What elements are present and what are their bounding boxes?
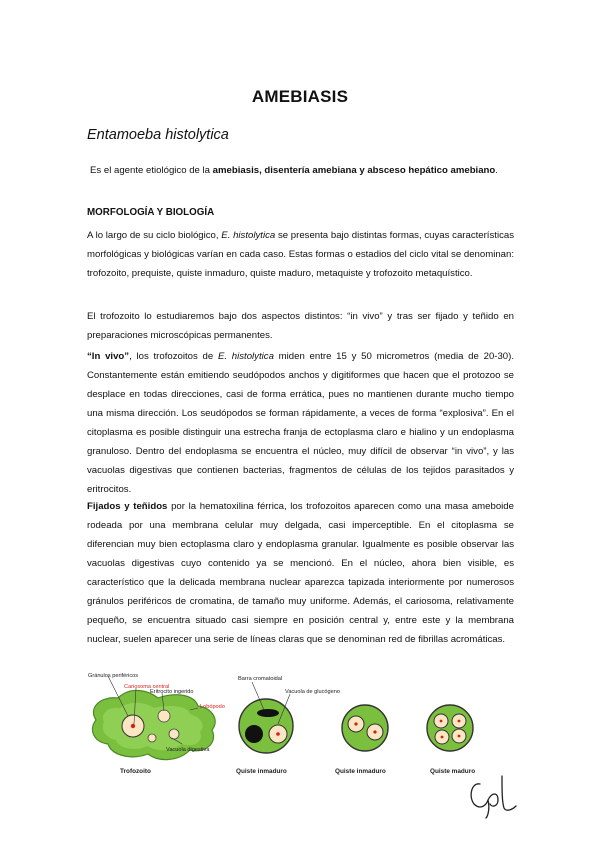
caption-quiste-inmaduro-1: Quiste inmaduro bbox=[236, 768, 287, 775]
cariosoma-quiste bbox=[276, 732, 280, 736]
intro-bold: amebiasis, disentería amebiana y absceso hepático amebiano bbox=[212, 165, 496, 176]
p1-italic: E. histolytica bbox=[221, 230, 276, 241]
intro-paragraph bbox=[90, 165, 520, 176]
quiste-inmaduro-1 bbox=[236, 676, 340, 775]
label-barra: Barra cromatoidal bbox=[238, 676, 283, 682]
paragraph-2: El trofozoito lo estudiaremos bajo dos aspectos distintos: “in vivo” y tras ser fijado y teñido en preparaciones microscópicas permanentes. bbox=[87, 311, 514, 341]
quiste-maduro bbox=[427, 705, 475, 775]
cariosoma-1 bbox=[440, 720, 443, 723]
label-granulos: Gránulos periféricos bbox=[88, 673, 139, 679]
vacuola-glucogeno-dark bbox=[245, 725, 263, 743]
section-heading: MORFOLOGÍA Y BIOLOGÍA bbox=[87, 207, 215, 218]
label-lobopodo: Lobópodo bbox=[200, 704, 225, 710]
label-eritrocito: Eritrocito ingerido bbox=[150, 689, 194, 695]
label-vacuola-digestiva: Vacuola digestiva bbox=[166, 747, 210, 753]
caption-quiste-inmaduro-2: Quiste inmaduro bbox=[335, 768, 386, 775]
intro-pre: Es el agente etiológico de la bbox=[90, 165, 213, 176]
amoeba-stages-figure bbox=[78, 668, 508, 783]
label-vacuola-glucogeno: Vacuola de glucógeno bbox=[285, 689, 340, 695]
barra-cromatoidal bbox=[257, 709, 279, 717]
p1-text-a: A lo largo de su ciclo biológico, bbox=[87, 230, 222, 241]
p3-text-a: , los trofozoitos de bbox=[129, 351, 218, 362]
page-title: AMEBIASIS bbox=[251, 87, 349, 106]
handwritten-signature bbox=[464, 770, 522, 820]
paragraph-4 bbox=[87, 497, 514, 649]
cariosoma-a bbox=[354, 722, 357, 725]
p4-text-a: por la hematoxilina férrica, los trofozoitos aparecen como una masa ameboide rodeada por una membrana celular muy delgada, casi imperceptible. En el citoplasma se diferencian muy bien ectoplasma claro y endoplasma granular. Igualmente es posible observar las vacuolas digestivas cuyo contenido ya se mencionó. En el núcleo, ahora bien visible, es característico que la delicada membrana nuclear aparezca tapizada interiormente por numerosos gránulos periféricos de cromatina, de tamaño muy uniforme. Además, el cariosoma, relativamente pequeño, se encuentra situado casi siempre en posición central y, entre este y la membrana nuclear, suelen aparecer una serie de líneas claras que se denominan red de fibrillas acromáticas. bbox=[87, 501, 514, 645]
vacuola-2 bbox=[148, 734, 156, 742]
paragraph-3 bbox=[87, 347, 514, 499]
eritrocito bbox=[158, 710, 170, 722]
caption-trofozoito: Trofozoito bbox=[120, 768, 151, 775]
caption-quiste-maduro: Quiste maduro bbox=[430, 768, 476, 775]
cariosoma-b bbox=[373, 730, 376, 733]
p4-bold: Fijados y teñidos bbox=[87, 501, 168, 512]
p3-italic: E. histolytica bbox=[217, 351, 274, 362]
cariosoma-4 bbox=[458, 735, 461, 738]
cyst-wall-3 bbox=[427, 705, 473, 751]
cariosoma-2 bbox=[458, 720, 461, 723]
quiste-inmaduro-2 bbox=[335, 705, 388, 775]
intro-post: . bbox=[495, 165, 498, 176]
label-cariosoma: Cariosoma central bbox=[124, 684, 170, 690]
p3-text-b: miden entre 15 y 50 micrometros (media de 20-30). Constantemente están emitiendo seudópodos anchos y digitiformes que hacen que el protozoo se desplace en todas direcciones, casi de forma errática, pues no mantienen durante mucho tiempo una misma dirección. Los seudópodos se forman rápidamente, a veces de forma “explosiva”. En el citoplasma es posible distinguir una estrecha franja de ectoplasma claro e hialino y un endoplasma granuloso. Dentro del endoplasma se encuentra el núcleo, muy difícil de observar “in vivo”, y las vacuolas digestivas que contienen bacterias, fragmentos de células de los tejidos parasitados y eritrocitos. bbox=[87, 351, 515, 495]
subtitle: Entamoeba histolytica bbox=[87, 127, 229, 143]
paragraph-1 bbox=[87, 226, 514, 283]
cariosoma-3 bbox=[441, 736, 444, 739]
p1-text-b: se presenta bajo distintas formas, cuyas características morfológicas y biológicas varían en cada caso. Estas formas o estadios del ciclo vital se denominan: trofozoito, prequiste, quiste inmaduro, quiste maduro, metaquiste y trofozoito metaquístico. bbox=[87, 230, 514, 279]
cariosoma bbox=[131, 724, 135, 728]
p3-bold: “In vivo” bbox=[87, 351, 130, 362]
trofozoito-diagram bbox=[88, 673, 225, 775]
vacuola-digestiva bbox=[169, 729, 179, 739]
